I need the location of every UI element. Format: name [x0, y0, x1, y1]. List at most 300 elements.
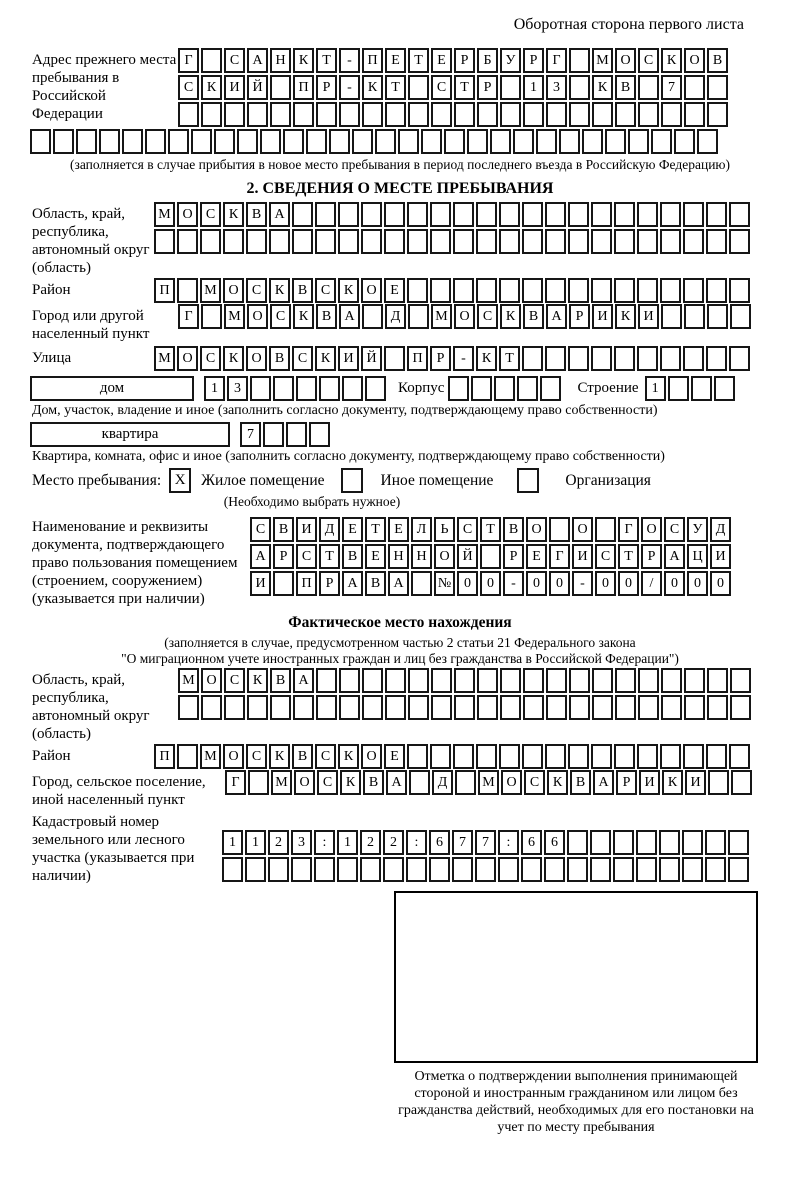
char-cell[interactable]: К	[547, 770, 568, 795]
apartment-type-input[interactable]: квартира	[30, 422, 230, 447]
char-cell[interactable]	[246, 229, 267, 254]
char-cell[interactable]	[273, 571, 294, 596]
char-cell[interactable]	[477, 695, 498, 720]
char-cell[interactable]	[53, 129, 74, 154]
char-cell[interactable]: А	[664, 544, 685, 569]
char-cell[interactable]: С	[246, 278, 267, 303]
char-cell[interactable]	[316, 668, 337, 693]
house-type-input[interactable]: дом	[30, 376, 194, 401]
char-cell[interactable]	[200, 229, 221, 254]
char-cell[interactable]	[660, 278, 681, 303]
char-cell[interactable]	[248, 770, 269, 795]
char-cell[interactable]	[569, 102, 590, 127]
char-cell[interactable]	[591, 744, 612, 769]
char-cell[interactable]: С	[296, 544, 317, 569]
char-cell[interactable]: О	[177, 202, 198, 227]
char-cell[interactable]: Ц	[687, 544, 708, 569]
char-cell[interactable]: :	[498, 830, 519, 855]
char-cell[interactable]	[407, 744, 428, 769]
char-cell[interactable]	[569, 668, 590, 693]
char-cell[interactable]	[362, 668, 383, 693]
char-cell[interactable]: И	[592, 304, 613, 329]
char-cell[interactable]: В	[363, 770, 384, 795]
char-cell[interactable]	[549, 517, 570, 542]
char-cell[interactable]: М	[478, 770, 499, 795]
char-cell[interactable]	[590, 857, 611, 882]
char-cell[interactable]	[708, 770, 729, 795]
char-cell[interactable]	[338, 229, 359, 254]
char-cell[interactable]	[729, 229, 750, 254]
char-cell[interactable]: И	[338, 346, 359, 371]
char-cell[interactable]: Ь	[434, 517, 455, 542]
char-cell[interactable]	[291, 857, 312, 882]
char-cell[interactable]	[222, 857, 243, 882]
char-cell[interactable]: 2	[383, 830, 404, 855]
char-cell[interactable]	[613, 857, 634, 882]
char-cell[interactable]	[706, 202, 727, 227]
char-cell[interactable]: Т	[316, 48, 337, 73]
char-cell[interactable]	[178, 102, 199, 127]
char-cell[interactable]	[705, 830, 726, 855]
char-cell[interactable]	[706, 744, 727, 769]
char-cell[interactable]: К	[338, 744, 359, 769]
char-cell[interactable]: С	[224, 668, 245, 693]
char-cell[interactable]	[431, 102, 452, 127]
char-cell[interactable]	[454, 668, 475, 693]
char-cell[interactable]: Т	[319, 544, 340, 569]
char-cell[interactable]	[99, 129, 120, 154]
char-cell[interactable]	[201, 695, 222, 720]
char-cell[interactable]	[661, 102, 682, 127]
char-cell[interactable]: Р	[430, 346, 451, 371]
char-cell[interactable]	[273, 376, 294, 401]
char-cell[interactable]	[490, 129, 511, 154]
char-cell[interactable]	[411, 571, 432, 596]
char-cell[interactable]: Г	[178, 48, 199, 73]
char-cell[interactable]	[268, 857, 289, 882]
char-cell[interactable]	[636, 857, 657, 882]
char-cell[interactable]	[431, 695, 452, 720]
char-cell[interactable]	[476, 229, 497, 254]
char-cell[interactable]: Д	[319, 517, 340, 542]
char-cell[interactable]	[659, 830, 680, 855]
char-cell[interactable]: К	[223, 202, 244, 227]
char-cell[interactable]	[545, 278, 566, 303]
char-cell[interactable]	[614, 202, 635, 227]
char-cell[interactable]	[682, 857, 703, 882]
char-cell[interactable]: П	[154, 278, 175, 303]
char-cell[interactable]: К	[338, 278, 359, 303]
char-cell[interactable]	[296, 376, 317, 401]
char-cell[interactable]: Т	[408, 48, 429, 73]
char-cell[interactable]: С	[431, 75, 452, 100]
char-cell[interactable]	[292, 202, 313, 227]
char-cell[interactable]	[660, 229, 681, 254]
char-cell[interactable]	[651, 129, 672, 154]
char-cell[interactable]	[591, 202, 612, 227]
char-cell[interactable]: А	[293, 668, 314, 693]
char-cell[interactable]	[499, 202, 520, 227]
char-cell[interactable]	[286, 422, 307, 447]
char-cell[interactable]: С	[664, 517, 685, 542]
char-cell[interactable]	[545, 202, 566, 227]
char-cell[interactable]: 6	[521, 830, 542, 855]
char-cell[interactable]: К	[201, 75, 222, 100]
char-cell[interactable]: Н	[388, 544, 409, 569]
char-cell[interactable]	[191, 129, 212, 154]
char-cell[interactable]	[569, 48, 590, 73]
char-cell[interactable]: И	[638, 304, 659, 329]
char-cell[interactable]: К	[500, 304, 521, 329]
char-cell[interactable]: Й	[361, 346, 382, 371]
char-cell[interactable]	[637, 278, 658, 303]
char-cell[interactable]: М	[154, 202, 175, 227]
char-cell[interactable]	[499, 744, 520, 769]
char-cell[interactable]	[384, 229, 405, 254]
char-cell[interactable]	[682, 830, 703, 855]
char-cell[interactable]: Д	[432, 770, 453, 795]
char-cell[interactable]	[499, 278, 520, 303]
char-cell[interactable]: С	[200, 346, 221, 371]
char-cell[interactable]: С	[317, 770, 338, 795]
char-cell[interactable]	[661, 304, 682, 329]
char-cell[interactable]	[245, 857, 266, 882]
char-cell[interactable]	[214, 129, 235, 154]
char-cell[interactable]	[592, 102, 613, 127]
char-cell[interactable]: О	[434, 544, 455, 569]
char-cell[interactable]: 0	[687, 571, 708, 596]
char-cell[interactable]	[684, 695, 705, 720]
char-cell[interactable]	[569, 75, 590, 100]
char-cell[interactable]	[591, 229, 612, 254]
char-cell[interactable]: 6	[429, 830, 450, 855]
char-cell[interactable]	[224, 102, 245, 127]
char-cell[interactable]	[706, 346, 727, 371]
char-cell[interactable]: 0	[457, 571, 478, 596]
char-cell[interactable]	[360, 857, 381, 882]
char-cell[interactable]	[361, 202, 382, 227]
char-cell[interactable]: 0	[595, 571, 616, 596]
char-cell[interactable]: 7	[661, 75, 682, 100]
char-cell[interactable]: У	[687, 517, 708, 542]
char-cell[interactable]: В	[570, 770, 591, 795]
char-cell[interactable]	[362, 304, 383, 329]
char-cell[interactable]	[729, 202, 750, 227]
char-cell[interactable]: В	[292, 744, 313, 769]
char-cell[interactable]	[319, 376, 340, 401]
char-cell[interactable]	[729, 278, 750, 303]
char-cell[interactable]: М	[154, 346, 175, 371]
char-cell[interactable]	[637, 346, 658, 371]
stay-type-checkbox-inoe[interactable]	[341, 468, 363, 493]
char-cell[interactable]	[498, 857, 519, 882]
char-cell[interactable]: А	[593, 770, 614, 795]
char-cell[interactable]	[636, 830, 657, 855]
char-cell[interactable]	[76, 129, 97, 154]
char-cell[interactable]	[122, 129, 143, 154]
char-cell[interactable]	[614, 744, 635, 769]
char-cell[interactable]: 0	[526, 571, 547, 596]
char-cell[interactable]	[455, 770, 476, 795]
char-cell[interactable]: К	[315, 346, 336, 371]
char-cell[interactable]	[361, 229, 382, 254]
char-cell[interactable]	[429, 857, 450, 882]
char-cell[interactable]: 0	[618, 571, 639, 596]
char-cell[interactable]: Е	[385, 48, 406, 73]
char-cell[interactable]: Р	[273, 544, 294, 569]
char-cell[interactable]: Т	[499, 346, 520, 371]
char-cell[interactable]: О	[526, 517, 547, 542]
char-cell[interactable]: Р	[523, 48, 544, 73]
char-cell[interactable]	[615, 695, 636, 720]
char-cell[interactable]: Т	[480, 517, 501, 542]
char-cell[interactable]: А	[388, 571, 409, 596]
char-cell[interactable]	[477, 668, 498, 693]
char-cell[interactable]	[683, 202, 704, 227]
char-cell[interactable]: М	[592, 48, 613, 73]
char-cell[interactable]: К	[476, 346, 497, 371]
char-cell[interactable]	[728, 830, 749, 855]
char-cell[interactable]	[177, 278, 198, 303]
char-cell[interactable]: О	[572, 517, 593, 542]
char-cell[interactable]: В	[316, 304, 337, 329]
char-cell[interactable]: 2	[360, 830, 381, 855]
char-cell[interactable]	[683, 744, 704, 769]
char-cell[interactable]	[263, 422, 284, 447]
char-cell[interactable]	[522, 229, 543, 254]
char-cell[interactable]	[595, 517, 616, 542]
char-cell[interactable]	[684, 102, 705, 127]
char-cell[interactable]: В	[365, 571, 386, 596]
char-cell[interactable]	[177, 744, 198, 769]
char-cell[interactable]: Д	[385, 304, 406, 329]
char-cell[interactable]: -	[453, 346, 474, 371]
char-cell[interactable]	[592, 668, 613, 693]
char-cell[interactable]	[250, 376, 271, 401]
char-cell[interactable]	[408, 102, 429, 127]
char-cell[interactable]	[315, 229, 336, 254]
char-cell[interactable]	[384, 202, 405, 227]
char-cell[interactable]	[628, 129, 649, 154]
char-cell[interactable]	[728, 857, 749, 882]
char-cell[interactable]: 7	[452, 830, 473, 855]
char-cell[interactable]: В	[615, 75, 636, 100]
char-cell[interactable]: Р	[569, 304, 590, 329]
char-cell[interactable]	[454, 695, 475, 720]
char-cell[interactable]: 1	[245, 830, 266, 855]
char-cell[interactable]	[337, 857, 358, 882]
char-cell[interactable]: С	[250, 517, 271, 542]
char-cell[interactable]: П	[362, 48, 383, 73]
char-cell[interactable]	[614, 346, 635, 371]
char-cell[interactable]: 0	[664, 571, 685, 596]
char-cell[interactable]: В	[523, 304, 544, 329]
char-cell[interactable]: 6	[544, 830, 565, 855]
char-cell[interactable]	[269, 229, 290, 254]
char-cell[interactable]: Н	[270, 48, 291, 73]
char-cell[interactable]	[546, 668, 567, 693]
char-cell[interactable]	[523, 695, 544, 720]
char-cell[interactable]	[329, 129, 350, 154]
char-cell[interactable]: Б	[477, 48, 498, 73]
char-cell[interactable]	[421, 129, 442, 154]
char-cell[interactable]: О	[246, 346, 267, 371]
char-cell[interactable]	[476, 278, 497, 303]
char-cell[interactable]	[522, 278, 543, 303]
char-cell[interactable]: К	[615, 304, 636, 329]
char-cell[interactable]	[523, 102, 544, 127]
char-cell[interactable]	[453, 744, 474, 769]
char-cell[interactable]	[729, 346, 750, 371]
char-cell[interactable]: О	[501, 770, 522, 795]
char-cell[interactable]	[338, 202, 359, 227]
char-cell[interactable]	[540, 376, 561, 401]
stay-type-checkbox-org[interactable]	[517, 468, 539, 493]
char-cell[interactable]	[707, 102, 728, 127]
char-cell[interactable]: М	[200, 278, 221, 303]
char-cell[interactable]: 1	[337, 830, 358, 855]
char-cell[interactable]: С	[524, 770, 545, 795]
char-cell[interactable]	[638, 695, 659, 720]
char-cell[interactable]: В	[707, 48, 728, 73]
char-cell[interactable]	[546, 102, 567, 127]
char-cell[interactable]	[306, 129, 327, 154]
char-cell[interactable]: С	[270, 304, 291, 329]
char-cell[interactable]: Е	[365, 544, 386, 569]
char-cell[interactable]	[638, 75, 659, 100]
char-cell[interactable]	[293, 102, 314, 127]
char-cell[interactable]: П	[296, 571, 317, 596]
char-cell[interactable]	[582, 129, 603, 154]
char-cell[interactable]: Е	[384, 744, 405, 769]
char-cell[interactable]: К	[293, 304, 314, 329]
char-cell[interactable]	[500, 668, 521, 693]
char-cell[interactable]	[714, 376, 735, 401]
char-cell[interactable]: В	[270, 668, 291, 693]
char-cell[interactable]	[522, 202, 543, 227]
char-cell[interactable]	[637, 744, 658, 769]
char-cell[interactable]	[476, 202, 497, 227]
char-cell[interactable]: К	[592, 75, 613, 100]
char-cell[interactable]: 0	[710, 571, 731, 596]
char-cell[interactable]	[568, 278, 589, 303]
char-cell[interactable]	[707, 304, 728, 329]
char-cell[interactable]	[513, 129, 534, 154]
char-cell[interactable]: 0	[480, 571, 501, 596]
char-cell[interactable]: О	[223, 744, 244, 769]
char-cell[interactable]: Л	[411, 517, 432, 542]
char-cell[interactable]	[475, 857, 496, 882]
char-cell[interactable]	[339, 668, 360, 693]
char-cell[interactable]	[385, 102, 406, 127]
char-cell[interactable]: С	[292, 346, 313, 371]
char-cell[interactable]	[638, 102, 659, 127]
char-cell[interactable]: Р	[477, 75, 498, 100]
char-cell[interactable]	[691, 376, 712, 401]
char-cell[interactable]: К	[362, 75, 383, 100]
char-cell[interactable]	[316, 102, 337, 127]
char-cell[interactable]	[591, 346, 612, 371]
char-cell[interactable]: Г	[178, 304, 199, 329]
char-cell[interactable]: С	[477, 304, 498, 329]
char-cell[interactable]: 0	[549, 571, 570, 596]
char-cell[interactable]	[697, 129, 718, 154]
char-cell[interactable]	[730, 304, 751, 329]
char-cell[interactable]	[270, 102, 291, 127]
char-cell[interactable]	[683, 278, 704, 303]
char-cell[interactable]: Г	[546, 48, 567, 73]
char-cell[interactable]: :	[314, 830, 335, 855]
char-cell[interactable]	[707, 75, 728, 100]
char-cell[interactable]	[384, 346, 405, 371]
char-cell[interactable]	[223, 229, 244, 254]
char-cell[interactable]	[339, 102, 360, 127]
char-cell[interactable]	[365, 376, 386, 401]
char-cell[interactable]	[177, 229, 198, 254]
char-cell[interactable]: О	[294, 770, 315, 795]
stay-type-checkbox-zhiloe[interactable]: X	[169, 468, 191, 493]
char-cell[interactable]	[383, 857, 404, 882]
char-cell[interactable]	[385, 695, 406, 720]
char-cell[interactable]: С	[457, 517, 478, 542]
char-cell[interactable]	[409, 770, 430, 795]
char-cell[interactable]	[407, 278, 428, 303]
char-cell[interactable]: И	[710, 544, 731, 569]
char-cell[interactable]	[453, 229, 474, 254]
char-cell[interactable]: У	[500, 48, 521, 73]
char-cell[interactable]: С	[200, 202, 221, 227]
char-cell[interactable]	[569, 695, 590, 720]
char-cell[interactable]	[731, 770, 752, 795]
char-cell[interactable]: 1	[523, 75, 544, 100]
char-cell[interactable]	[706, 229, 727, 254]
char-cell[interactable]: В	[503, 517, 524, 542]
char-cell[interactable]: Е	[388, 517, 409, 542]
char-cell[interactable]: О	[684, 48, 705, 73]
char-cell[interactable]	[613, 830, 634, 855]
char-cell[interactable]: О	[454, 304, 475, 329]
char-cell[interactable]	[661, 668, 682, 693]
char-cell[interactable]: И	[224, 75, 245, 100]
char-cell[interactable]	[544, 857, 565, 882]
char-cell[interactable]: М	[224, 304, 245, 329]
char-cell[interactable]: И	[296, 517, 317, 542]
char-cell[interactable]	[270, 75, 291, 100]
char-cell[interactable]	[517, 376, 538, 401]
char-cell[interactable]	[683, 229, 704, 254]
char-cell[interactable]	[546, 695, 567, 720]
char-cell[interactable]	[684, 75, 705, 100]
char-cell[interactable]	[316, 695, 337, 720]
char-cell[interactable]: А	[247, 48, 268, 73]
char-cell[interactable]	[407, 202, 428, 227]
char-cell[interactable]	[452, 857, 473, 882]
char-cell[interactable]	[705, 857, 726, 882]
char-cell[interactable]	[668, 376, 689, 401]
char-cell[interactable]: Д	[710, 517, 731, 542]
char-cell[interactable]	[707, 668, 728, 693]
char-cell[interactable]: Й	[247, 75, 268, 100]
char-cell[interactable]: К	[223, 346, 244, 371]
char-cell[interactable]: Й	[457, 544, 478, 569]
char-cell[interactable]: С	[638, 48, 659, 73]
char-cell[interactable]: А	[546, 304, 567, 329]
char-cell[interactable]	[545, 346, 566, 371]
char-cell[interactable]: Г	[549, 544, 570, 569]
char-cell[interactable]: 1	[204, 376, 225, 401]
char-cell[interactable]	[499, 229, 520, 254]
char-cell[interactable]: Е	[526, 544, 547, 569]
